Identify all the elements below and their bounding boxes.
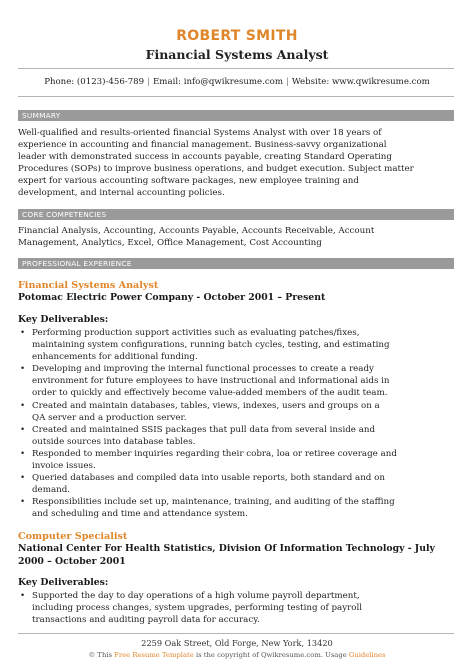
company-line: Potomac Electric Power Company - October 2001 – Present — [18, 292, 326, 303]
website: Website: www.qwikresume.com — [291, 77, 430, 87]
summary-line: leader with demonstrated success in accounts payable, creating Standard Operating — [18, 152, 392, 163]
competencies-text — [18, 225, 456, 249]
bullet-line: QA server and a production server. — [32, 412, 187, 423]
job-company — [18, 543, 458, 568]
competencies-line: Financial Analysis, Accounting, Accounts Payable, Accounts Receivable, Account — [18, 226, 375, 236]
footer-address: 2259 Oak Street, Old Forge, New York, 13420 — [141, 638, 333, 648]
bullet-line: Performing production support activities such as evaluating patches/fixes, — [32, 328, 360, 338]
bullet-line: order to quickly and effectively become value-added members of the audit team. — [32, 388, 388, 399]
summary-line: Procedures (SOPs) to improve business operations, and budget execution. Subject matter — [18, 164, 414, 175]
copyright-text: is the copyright of Qwikresume.com. — [195, 651, 323, 659]
divider — [18, 96, 454, 97]
candidate-title: Financial Systems Analyst — [145, 47, 329, 62]
candidate-name: ROBERT SMITH — [176, 28, 298, 44]
list-item: • Responsibilities include set up, maintenance, training, and auditing of the staffing and scheduling and time and attendance system. — [18, 496, 456, 520]
usage-text: Usage — [325, 651, 347, 659]
summary-line: experience in accounting and financial management. Business-savvy organizational — [18, 140, 387, 151]
bullet-line: including process changes, system upgrades, performing testing of payroll — [32, 603, 363, 614]
job-role: Financial Systems Analyst — [18, 280, 159, 291]
footer-divider — [18, 633, 454, 634]
contact-line: Phone: (0123)-456-789 | Email: info@qwikresume.com | Website: www.qwikresume.com — [44, 77, 430, 87]
email: Email: info@qwikresume.com — [153, 77, 283, 87]
bullet-line: environment for future employees to have instructional and informational aids in — [32, 376, 390, 387]
company-line: 2000 – October 2001 — [18, 555, 126, 567]
bullet-line: Created and maintain databases, tables, views, indexes, users and groups on a — [32, 400, 380, 411]
bullet-line: maintaining system configurations, running batch cycles, testing, and estimating — [32, 340, 390, 351]
bullet-line: Responded to member inquiries regarding their cobra, loa or retiree coverage and — [32, 448, 397, 459]
summary-line: Well-qualified and results-oriented financial Systems Analyst with over 18 years of — [18, 128, 382, 138]
job-role: Computer Specialist — [18, 531, 128, 542]
summary-text — [18, 127, 456, 200]
list-item: • Supported the day to day operations of a high volume payroll department, including process changes, system upgrades, performing testing of payroll transactions and auditing payroll data for accuracy. — [18, 590, 456, 626]
summary-line: expert for various accounting software packages, new employee training and — [18, 176, 359, 187]
competencies-heading: CORE COMPETENCIES — [18, 209, 454, 220]
summary-heading: SUMMARY — [18, 110, 454, 121]
company-line: National Center For Health Statistics, Division Of Information Technology - July — [18, 543, 435, 554]
list-item: • Developing and improving the internal functional processes to create a ready environment for future employees to have instructional and informational aids in order to quickly and effectively become value-added members of the audit team. — [18, 363, 456, 399]
job-company — [18, 292, 458, 305]
bullet-line: Queried databases and compiled data into usable reports, both standard and on — [32, 473, 385, 484]
deliverables-list — [18, 590, 456, 626]
bullet-line: Created and maintained SSIS packages that pull data from several inside and — [32, 424, 376, 435]
bullet-line: Supported the day to day operations of a high volume payroll department, — [32, 591, 360, 601]
key-deliverables-label: Key Deliverables: — [18, 577, 109, 588]
divider — [18, 68, 454, 69]
list-item: • Responded to member inquiries regarding their cobra, loa or retiree coverage and invoice issues. — [18, 448, 456, 472]
bullet-line: demand. — [32, 485, 71, 496]
competencies-line: Management, Analytics, Excel, Office Management, Cost Accounting — [18, 238, 322, 249]
bullet-line: transactions and auditing payroll data for accuracy. — [32, 615, 260, 626]
experience-heading: PROFESSIONAL EXPERIENCE — [18, 258, 454, 269]
deliverables-list — [18, 327, 456, 521]
list-item: • Created and maintained SSIS packages that pull data from several inside and outside sources into database tables. — [18, 424, 456, 448]
bullet-line: enhancements for additional funding. — [32, 352, 198, 363]
guidelines-link[interactable]: Guidelines — [348, 651, 386, 659]
list-item: • Performing production support activities such as evaluating patches/fixes, maintaining system configurations, running batch cycles, testing, and estimating enhancements for additional funding. — [18, 327, 456, 363]
copyright-prefix: © This — [88, 651, 112, 659]
list-item: • Created and maintain databases, tables, views, indexes, users and groups on a QA server and a production server. — [18, 400, 456, 424]
bullet-line: Responsibilities include set up, maintenance, training, and auditing of the staffing — [32, 497, 395, 508]
bullet-line: invoice issues. — [32, 461, 96, 472]
list-item: • Queried databases and compiled data into usable reports, both standard and on demand. — [18, 472, 456, 496]
footer-copyright — [0, 651, 474, 659]
phone: Phone: (0123)-456-789 — [44, 77, 145, 87]
bullet-line: Developing and improving the internal functional processes to create a ready — [32, 364, 374, 375]
free-resume-template-link[interactable]: Free Resume Template — [114, 651, 194, 659]
bullet-line: and scheduling and time and attendance system. — [32, 509, 248, 520]
summary-line: development, and internal accounting policies. — [18, 188, 225, 199]
bullet-line: outside sources into database tables. — [32, 436, 196, 447]
key-deliverables-label: Key Deliverables: — [18, 314, 109, 325]
